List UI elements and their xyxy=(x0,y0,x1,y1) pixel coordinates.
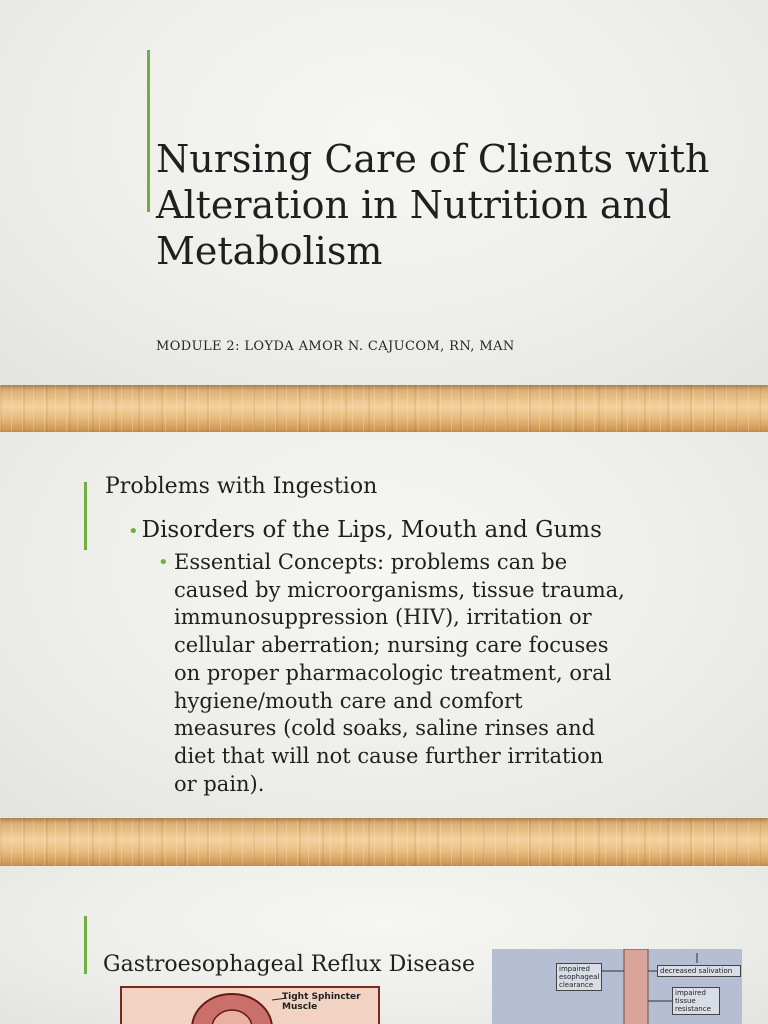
label-impaired-resistance: impaired tissue resistance xyxy=(672,987,720,1015)
accent-bar xyxy=(84,482,87,550)
wood-divider xyxy=(0,385,768,432)
slide-problems-with-ingestion[interactable] xyxy=(0,432,768,818)
accent-bar xyxy=(84,916,87,974)
sphincter-illustration xyxy=(120,986,380,1024)
bullet-text: Essential Concepts: problems can be caused by microorganisms, tissue trauma, immunosuppression (HIV), irritation or cellular aberration; nursing care focuses on proper pharmacologic treatment, oral hygiene/mouth care and comfort measures (cold soaks, saline rinses and diet that will not cause further irritation or pain). xyxy=(174,550,625,796)
slide-gerd[interactable] xyxy=(0,866,768,1024)
slide-title[interactable] xyxy=(0,0,768,385)
slide-title: Problems with Ingestion xyxy=(105,474,378,499)
label-decreased-salivation: decreased salivation xyxy=(657,965,741,977)
presentation-subtitle: MODULE 2: LOYDA AMOR N. CAJUCOM, RN, MAN xyxy=(156,339,515,354)
sphincter-label-line1: Tight Sphincter xyxy=(282,992,361,1002)
gerd-factors-diagram xyxy=(492,949,742,1024)
slide-title: Gastroesophageal Reflux Disease xyxy=(103,952,475,977)
presentation-title: Nursing Care of Clients with Alteration in Nutrition and Metabolism xyxy=(156,137,710,273)
bullet-level-1 xyxy=(128,517,602,543)
bullet-text: Disorders of the Lips, Mouth and Gums xyxy=(141,517,602,543)
sphincter-label-line2: Muscle xyxy=(282,1002,318,1012)
accent-bar xyxy=(147,50,150,212)
bullet-marker: • xyxy=(128,521,139,542)
bullet-marker: • xyxy=(158,552,169,573)
wood-divider xyxy=(0,818,768,866)
label-impaired-clearance: impaired esophageal clearance xyxy=(556,963,602,991)
sphincter-label xyxy=(282,992,361,1012)
